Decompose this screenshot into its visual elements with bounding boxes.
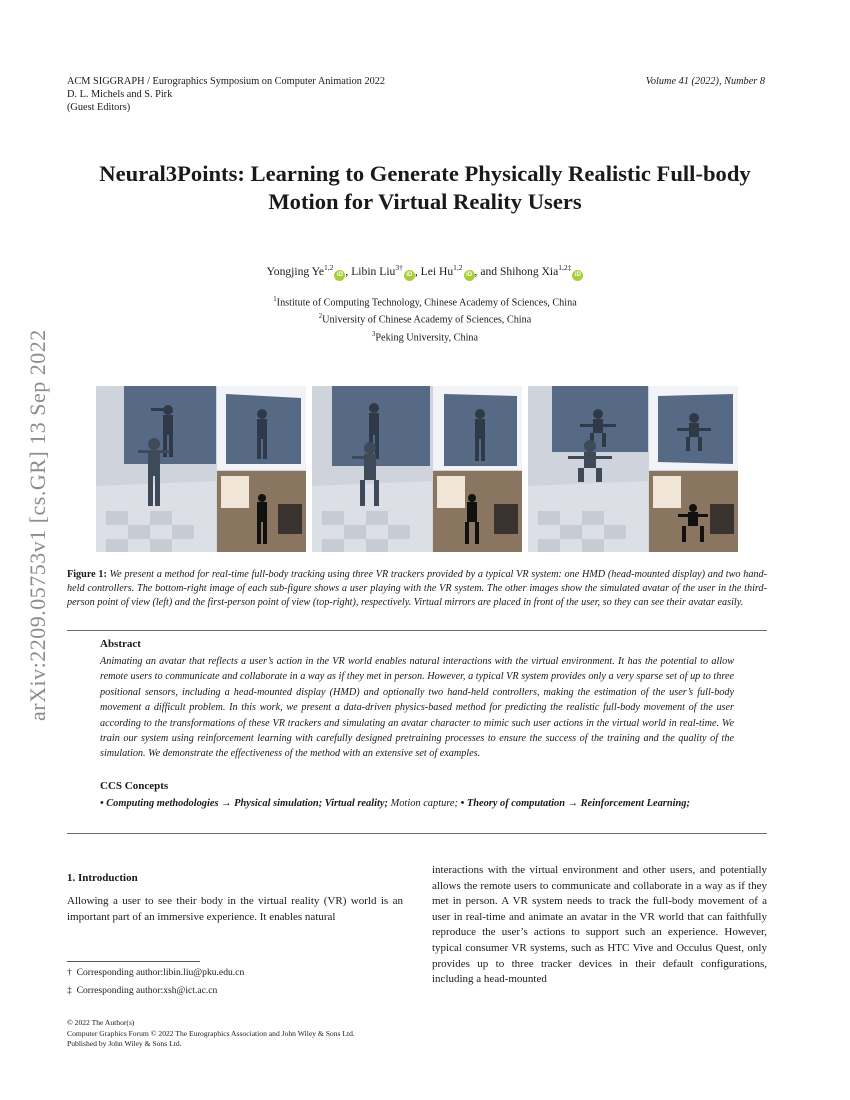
affil-text: Peking University, China xyxy=(375,332,479,344)
floor-tile xyxy=(150,511,172,525)
copyright-line-2: Computer Graphics Forum © 2022 The Eurographics Association and John Wiley & Sons Ltd. Published by John Wiley & Sons Ltd. xyxy=(67,1028,355,1049)
floor-tile xyxy=(106,539,128,552)
author-name: Yongjing Ye xyxy=(266,264,325,278)
floor-tile xyxy=(322,511,344,525)
section-heading: 1. Introduction xyxy=(67,872,138,884)
footnote xyxy=(67,966,244,979)
floor-tile xyxy=(172,525,194,539)
floor-tile xyxy=(366,511,388,525)
author-sep: , and xyxy=(474,264,500,278)
floor-tile xyxy=(128,525,150,539)
abstract-heading: Abstract xyxy=(100,638,141,650)
affil-sup: 2 xyxy=(318,313,323,321)
title-line-2: Motion for Virtual Reality Users xyxy=(268,189,582,214)
affiliation xyxy=(60,293,790,310)
floor-tile xyxy=(388,525,410,539)
affil-sup: 3 xyxy=(371,330,376,338)
ccs-part-1: • Computing methodologies → Physical simulation; Virtual reality; xyxy=(100,798,388,809)
abstract-text: Animating an avatar that reflects a user’s action in the VR world enables natural interactions with the virtual environment. It has the potential to allow remote users to communicate and collaborate in a way as if they met in person. However, a typical VR system provides only a very sparse set of up to three positional sensors, including a head-mounted display (HMD) and optionally two hand-held controllers, making the estimation of the user’s full-body movement a difficult problem. In this work, we present a data-driven physics-based method for predicting the realistic full-body movement of the user according to the transformations of these VR trackers and simulating an avatar character to mimic such user actions in the virtual world in real-time. We train our system using reinforcement learning with carefully designed pretraining processes to ensure the success of the training and the quality of the simulation. We demonstrate the effectiveness of the method with an extensive set of examples. xyxy=(100,656,734,760)
affiliation xyxy=(60,328,790,345)
journal-header xyxy=(67,75,487,114)
copyright-line-1: © 2022 The Author(s) xyxy=(67,1018,135,1027)
subfigure-3 xyxy=(528,386,738,552)
author-sep: , xyxy=(414,264,421,278)
venue-line: ACM SIGGRAPH / Eurographics Symposium on Computer Animation 2022 xyxy=(67,76,386,87)
floor-tile xyxy=(538,539,560,552)
floor-tile xyxy=(322,539,344,552)
virtual-mirror xyxy=(332,386,430,466)
footnote-divider xyxy=(67,961,200,962)
author-name: Lei Hu xyxy=(420,264,454,278)
editors-line: D. L. Michels and S. Pirk xyxy=(67,89,173,100)
affil-text: Institute of Computing Technology, Chinese Academy of Sciences, China xyxy=(276,297,577,309)
author-name: Shihong Xia xyxy=(499,264,559,278)
figure-label: Figure 1: xyxy=(67,569,107,580)
arxiv-stamp[interactable]: arXiv:2209.05753v1 [cs.GR] 13 Sep 2022 xyxy=(25,329,50,721)
floor-tile xyxy=(582,511,604,525)
intro-column-1: Allowing a user to see their body in the virtual reality (VR) world is an important part of an immersive experience. It enables natural xyxy=(67,895,403,923)
footnote-text[interactable]: Corresponding author:xsh@ict.ac.cn xyxy=(76,985,218,996)
floor-tile xyxy=(344,525,366,539)
copyright-footer xyxy=(67,1018,357,1050)
orcid-icon[interactable]: iD xyxy=(404,270,415,281)
room-furniture xyxy=(710,504,734,534)
orcid-icon[interactable]: iD xyxy=(334,270,345,281)
ccs-concepts xyxy=(100,796,734,811)
author-name: Libin Liu xyxy=(351,264,396,278)
author-affil-sup: 3† xyxy=(395,263,403,272)
floor-tile xyxy=(582,539,604,552)
floor-tile xyxy=(538,511,560,525)
floor-tile xyxy=(366,539,388,552)
room-window xyxy=(437,476,465,508)
room-window xyxy=(653,476,681,508)
subfigure-1 xyxy=(96,386,306,552)
orcid-icon[interactable]: iD xyxy=(572,270,583,281)
caption-text: We present a method for real-time full-body tracking using three VR trackers provided by a typical VR system: one HMD (head-mounted display) and two hand-held controllers. The bottom-right image of each sub-figure shows a user playing with the VR system. The other images show the simulated avatar of the user in the third-person point of view (left) and the first-person point of view (top-right), respectively. Virtual mirrors are placed in front of the user, so they can see their avatar easily. xyxy=(67,569,767,608)
affiliations xyxy=(60,293,790,345)
title-line-1: Neural3Points: Learning to Generate Physically Realistic Full-body xyxy=(99,161,751,186)
floor-tile xyxy=(150,539,172,552)
author-list xyxy=(60,263,790,281)
author-affil-sup: 1,2 xyxy=(453,263,463,272)
figure-1 xyxy=(96,386,738,552)
floor-tile xyxy=(560,525,582,539)
guest-editors-line: (Guest Editors) xyxy=(67,102,131,113)
subfigure-2-image xyxy=(312,386,522,552)
footnote-mark: ‡ xyxy=(67,985,72,996)
room-furniture xyxy=(278,504,302,534)
footnote-text[interactable]: Corresponding author:libin.liu@pku.edu.cn xyxy=(76,967,245,978)
intro-column-2: interactions with the virtual environment and other users, and potentially allows the remote users to communicate and collaborate in a way as if they met in person. A VR system needs to track the full-body movement of a user in real-time and animate an avatar in the VR world that can faithfully reproduce the user’s actions to support such an experience. However, typical consumer VR systems, such as HTC Vive and Occulus Quest, only provides up to three tracker devices in their default configurations, including a head-mounted xyxy=(432,864,767,986)
footnote-mark: † xyxy=(67,967,72,978)
affiliation xyxy=(60,310,790,327)
author-affil-sup: 1,2‡ xyxy=(558,263,572,272)
subfigure-1-image xyxy=(96,386,306,552)
ccs-part-3: • Theory of computation → Reinforcement Learning; xyxy=(460,798,690,809)
figure-caption xyxy=(67,568,767,610)
affil-text: University of Chinese Academy of Sciences, China xyxy=(322,314,532,326)
ccs-part-2: Motion capture; xyxy=(387,798,461,809)
affil-sup: 1 xyxy=(273,296,277,303)
floor-tile xyxy=(106,511,128,525)
volume-info: Volume 41 (2022), Number 8 xyxy=(645,76,765,87)
subfigure-3-image xyxy=(528,386,738,552)
ccs-heading: CCS Concepts xyxy=(100,780,169,792)
divider xyxy=(67,630,767,631)
author-affil-sup: 1,2 xyxy=(324,263,334,272)
divider xyxy=(67,833,767,834)
footnote xyxy=(67,984,217,997)
floor-tile xyxy=(604,525,626,539)
room-furniture xyxy=(494,504,518,534)
room-window xyxy=(221,476,249,508)
orcid-icon[interactable]: iD xyxy=(464,270,475,281)
paper-title xyxy=(60,160,790,216)
author-sep: , xyxy=(345,264,352,278)
subfigure-2 xyxy=(312,386,522,552)
